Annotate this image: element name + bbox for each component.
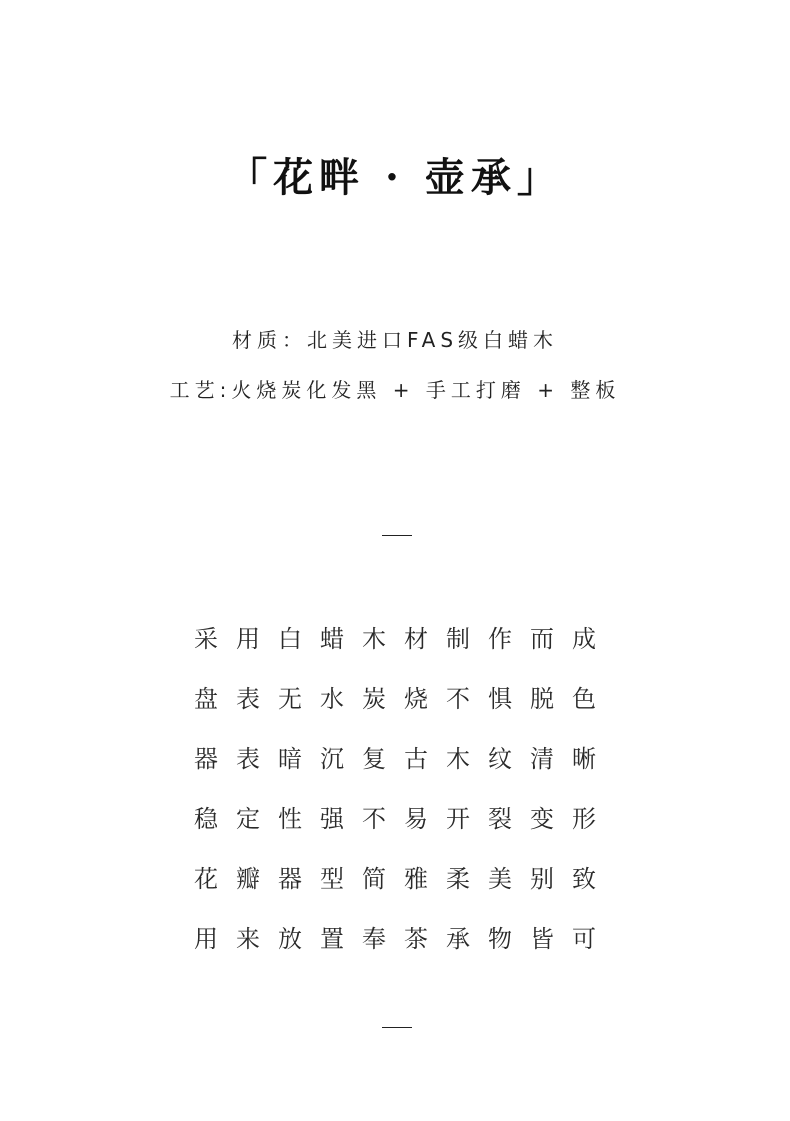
poem-char: 盘: [194, 684, 218, 713]
poem-line: [0, 786, 790, 846]
poem-char: 用: [194, 924, 218, 953]
poem-char: 器: [194, 744, 218, 773]
poem-char: 承: [446, 924, 470, 953]
poem-char: 瓣: [236, 864, 260, 893]
poem-char: 可: [572, 924, 596, 953]
poem-char: 茶: [404, 924, 428, 953]
poem-char: 性: [278, 804, 302, 833]
poem-char: 别: [530, 864, 554, 893]
poem-char: 暗: [278, 744, 302, 773]
poem-char: 变: [530, 804, 554, 833]
poem-char: 成: [572, 624, 596, 653]
poem-char: 定: [236, 804, 260, 833]
poem-line: [0, 906, 790, 966]
poem-char: 材: [404, 624, 428, 653]
poem-char: 无: [278, 684, 302, 713]
poem-char: 型: [320, 864, 344, 893]
poem-char: 采: [194, 624, 218, 653]
divider-bottom: [382, 1027, 412, 1028]
poem-char: 木: [362, 624, 386, 653]
poem-char: 裂: [488, 804, 512, 833]
poem-char: 沉: [320, 744, 344, 773]
poem-line: [0, 606, 790, 666]
poem-char: 色: [572, 684, 596, 713]
poem-char: 放: [278, 924, 302, 953]
poem-char: 柔: [446, 864, 470, 893]
poem-char: 物: [488, 924, 512, 953]
poem-line: [0, 726, 790, 786]
poem-char: 开: [446, 804, 470, 833]
poem-char: 皆: [530, 924, 554, 953]
poem-char: 形: [572, 804, 596, 833]
poem-char: 用: [236, 624, 260, 653]
poem-char: 强: [320, 804, 344, 833]
poem-char: 清: [530, 744, 554, 773]
poem-char: 烧: [404, 684, 428, 713]
poem-char: 古: [404, 744, 428, 773]
poem-char: 不: [362, 804, 386, 833]
divider-top: [382, 535, 412, 536]
poem-char: 作: [488, 624, 512, 653]
poem-block: [0, 606, 790, 966]
poem-char: 美: [488, 864, 512, 893]
poem-char: 置: [320, 924, 344, 953]
poem-line: [0, 666, 790, 726]
poem-char: 晰: [572, 744, 596, 773]
poem-char: 花: [194, 864, 218, 893]
poem-char: 表: [236, 684, 260, 713]
page-title: 「花畔 · 壶承」: [227, 154, 563, 201]
poem-line: [0, 846, 790, 906]
poem-char: 白: [278, 624, 302, 653]
poem-char: 惧: [488, 684, 512, 713]
material-line: 材质：北美进口FAS级白蜡木: [231, 328, 559, 352]
poem-char: 器: [278, 864, 302, 893]
poem-char: 稳: [194, 804, 218, 833]
poem-char: 雅: [404, 864, 428, 893]
poem-char: 不: [446, 684, 470, 713]
poem-char: 炭: [362, 684, 386, 713]
poem-char: 简: [362, 864, 386, 893]
poem-char: 易: [404, 804, 428, 833]
poem-char: 木: [446, 744, 470, 773]
poem-char: 纹: [488, 744, 512, 773]
poem-char: 来: [236, 924, 260, 953]
poem-char: 蜡: [320, 624, 344, 653]
poem-char: 表: [236, 744, 260, 773]
poem-char: 致: [572, 864, 596, 893]
poem-char: 制: [446, 624, 470, 653]
poem-char: 而: [530, 624, 554, 653]
craft-line: 工艺:火烧炭化发黑 + 手工打磨 + 整板: [169, 378, 621, 402]
poem-char: 奉: [362, 924, 386, 953]
poem-char: 水: [320, 684, 344, 713]
poem-char: 复: [362, 744, 386, 773]
poem-char: 脱: [530, 684, 554, 713]
spec-block: [0, 322, 790, 422]
